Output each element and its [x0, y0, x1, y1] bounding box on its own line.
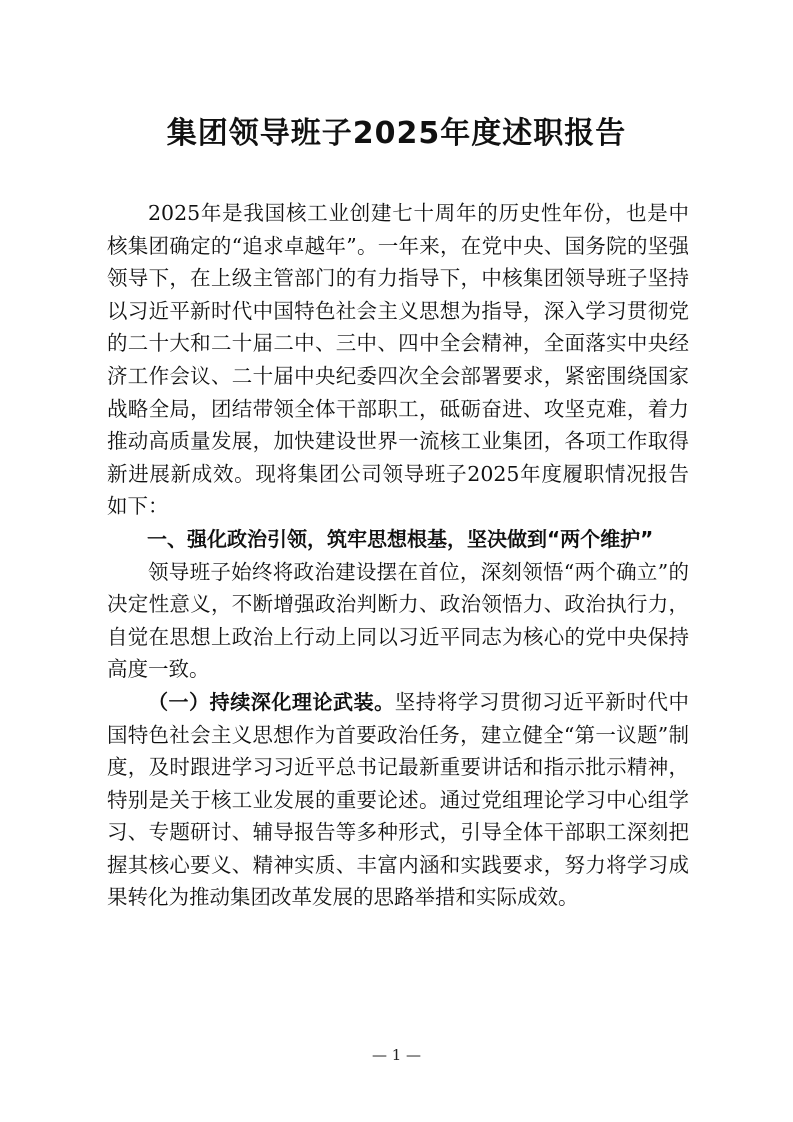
- section-heading-1: 一、强化政治引领，筑牢思想根基，坚决做到“两个维护”: [147, 526, 654, 551]
- subsection-1-lead: （一）持续深化理论武装。: [148, 689, 395, 714]
- document-body: [107, 197, 689, 914]
- document-title: 集团领导班子2025年度述职报告: [166, 116, 627, 151]
- subsection-1-text: 坚持将学习贯彻习近平新时代中国特色社会主义思想作为首要政治任务，建立健全“第一议题”制度，及时跟进学习习近平总书记最新重要讲话和指示批示精神，特别是关于核工业发展的重要论述。通过党组理论学习中心组学习、专题研讨、辅导报告等多种形式，引导全体干部职工深刻把握其核心要义、精神实质、丰富内涵和实践要求，努力将学习成果转化为推动集团改革发展的思路举措和实际成效。: [107, 689, 690, 910]
- intro-paragraph: 2025年是我国核工业创建七十周年的历史性年份，也是中核集团确定的“追求卓越年”。一年来，在党中央、国务院的坚强领导下，在上级主管部门的有力指导下，中核集团领导班子坚持以习近平新时代中国特色社会主义思想为指导，深入学习贯彻党的二十大和二十届二中、三中、四中全会精神，全面落实中央经济工作会议、二十届中央纪委四次全会部署要求，紧密围绕国家战略全局，团结带领全体干部职工，砥砺奋进、攻坚克难，着力推动高质量发展，加快建设世界一流核工业集团，各项工作取得新进展新成效。现将集团公司领导班子2025年度履职情况报告如下：: [107, 201, 689, 519]
- subsection-1-paragraph: [107, 686, 689, 914]
- section-1-paragraph: 领导班子始终将政治建设摆在首位，深刻领悟“两个确立”的决定性意义，不断增强政治判断力、政治领悟力、政治执行力，自觉在思想上政治上行动上同以习近平同志为核心的党中央保持高度一致。: [107, 559, 689, 682]
- page-number: — 1 —: [371, 1046, 422, 1064]
